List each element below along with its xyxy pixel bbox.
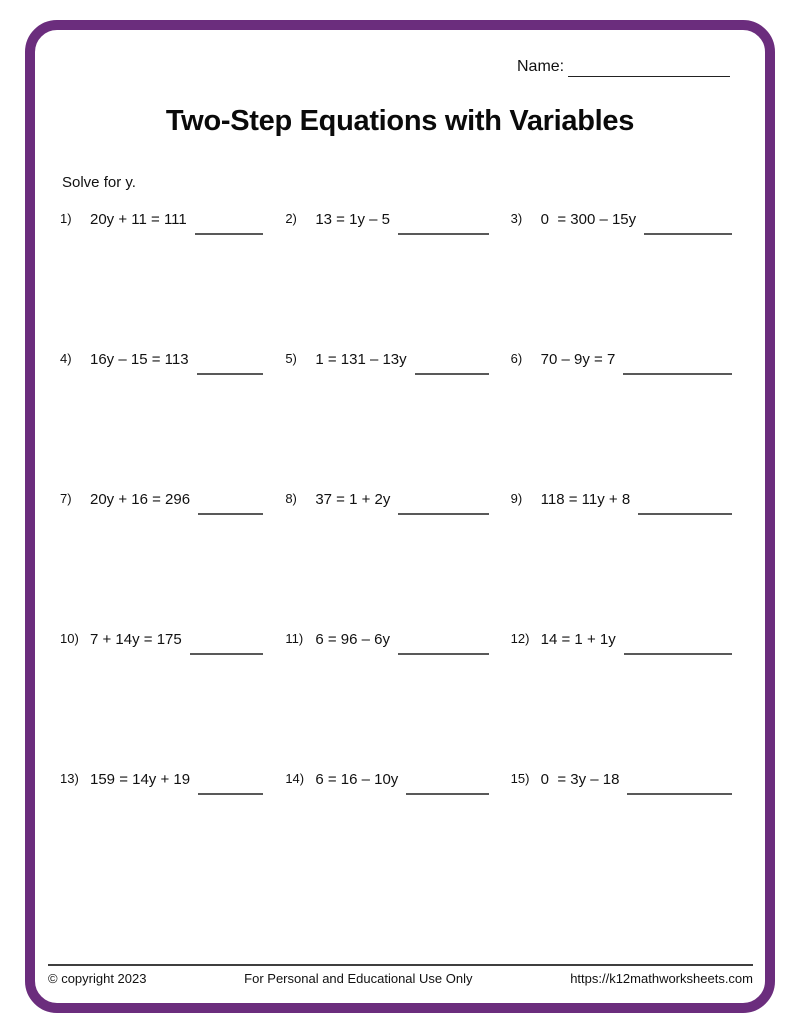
problem-equation: 7 + 14y = 175 — [90, 631, 182, 648]
problem-item — [60, 625, 285, 765]
problem-item — [285, 485, 510, 625]
answer-line[interactable] — [398, 630, 489, 655]
answer-line[interactable] — [198, 770, 263, 795]
problem-equation: 0 = 3y – 18 — [540, 771, 620, 788]
problem-item — [511, 485, 736, 625]
answer-line[interactable] — [623, 350, 732, 375]
problem-number: 8) — [285, 491, 297, 506]
problem-number: 11) — [285, 631, 304, 646]
name-label: Name: — [517, 58, 565, 75]
footer — [48, 971, 753, 986]
problem-equation: 20y + 16 = 296 — [90, 491, 191, 508]
problem-equation: 70 – 9y = 7 — [540, 351, 616, 368]
answer-line[interactable] — [638, 490, 732, 515]
problem-equation: 118 = 11y + 8 — [540, 491, 631, 508]
problem-number: 12) — [510, 631, 530, 646]
problem-item — [60, 485, 285, 625]
problem-equation: 1 = 131 – 13y — [315, 351, 407, 368]
footer-usage: For Personal and Educational Use Only — [244, 971, 473, 986]
problem-equation: 0 = 300 – 15y — [540, 211, 637, 228]
problem-item — [511, 765, 736, 905]
problems-grid — [60, 205, 736, 905]
problem-equation: 20y + 11 = 111 — [90, 211, 187, 228]
problem-number: 4) — [60, 351, 72, 366]
problem-number: 10) — [60, 631, 79, 646]
answer-line[interactable] — [197, 350, 264, 375]
footer-url: https://k12mathworksheets.com — [570, 971, 753, 986]
answer-line[interactable] — [406, 770, 488, 795]
answer-line[interactable] — [398, 490, 488, 515]
problem-number: 9) — [510, 491, 523, 506]
answer-line[interactable] — [624, 630, 732, 655]
problem-equation: 14 = 1 + 1y — [540, 631, 616, 648]
problem-equation: 6 = 16 – 10y — [315, 771, 399, 788]
problem-number: 3) — [510, 211, 523, 226]
problem-item — [511, 345, 736, 485]
name-input-line[interactable] — [568, 58, 730, 77]
problem-number: 7) — [60, 491, 72, 506]
answer-line[interactable] — [644, 210, 732, 235]
answer-line[interactable] — [415, 350, 489, 375]
answer-line[interactable] — [398, 210, 489, 235]
problem-number: 15) — [510, 771, 530, 786]
problem-item — [60, 765, 285, 905]
problem-equation: 37 = 1 + 2y — [315, 491, 391, 508]
problem-number: 14) — [285, 771, 305, 786]
problem-item — [511, 205, 736, 345]
answer-line[interactable] — [198, 490, 263, 515]
name-row — [517, 58, 730, 77]
answer-line[interactable] — [190, 630, 264, 655]
answer-line[interactable] — [195, 210, 264, 235]
problem-number: 6) — [510, 351, 523, 366]
problem-item — [285, 205, 510, 345]
answer-line[interactable] — [627, 770, 732, 795]
problem-item — [285, 625, 510, 765]
problem-equation: 159 = 14y + 19 — [90, 771, 191, 788]
footer-divider — [48, 964, 753, 966]
problem-item — [60, 205, 285, 345]
problem-equation: 13 = 1y – 5 — [315, 211, 390, 228]
problem-equation: 6 = 96 – 6y — [315, 631, 390, 648]
problem-item — [511, 625, 736, 765]
page-title: Two-Step Equations with Variables — [165, 105, 635, 137]
problem-item — [285, 345, 510, 485]
problem-number: 2) — [285, 211, 297, 226]
instruction-text: Solve for y. — [62, 174, 136, 191]
problem-number: 5) — [285, 351, 297, 366]
problem-number: 13) — [60, 771, 79, 786]
footer-copyright: © copyright 2023 — [48, 971, 147, 986]
problem-item — [285, 765, 510, 905]
problem-item — [60, 345, 285, 485]
problem-number: 1) — [60, 211, 72, 226]
problem-equation: 16y – 15 = 113 — [90, 351, 189, 368]
